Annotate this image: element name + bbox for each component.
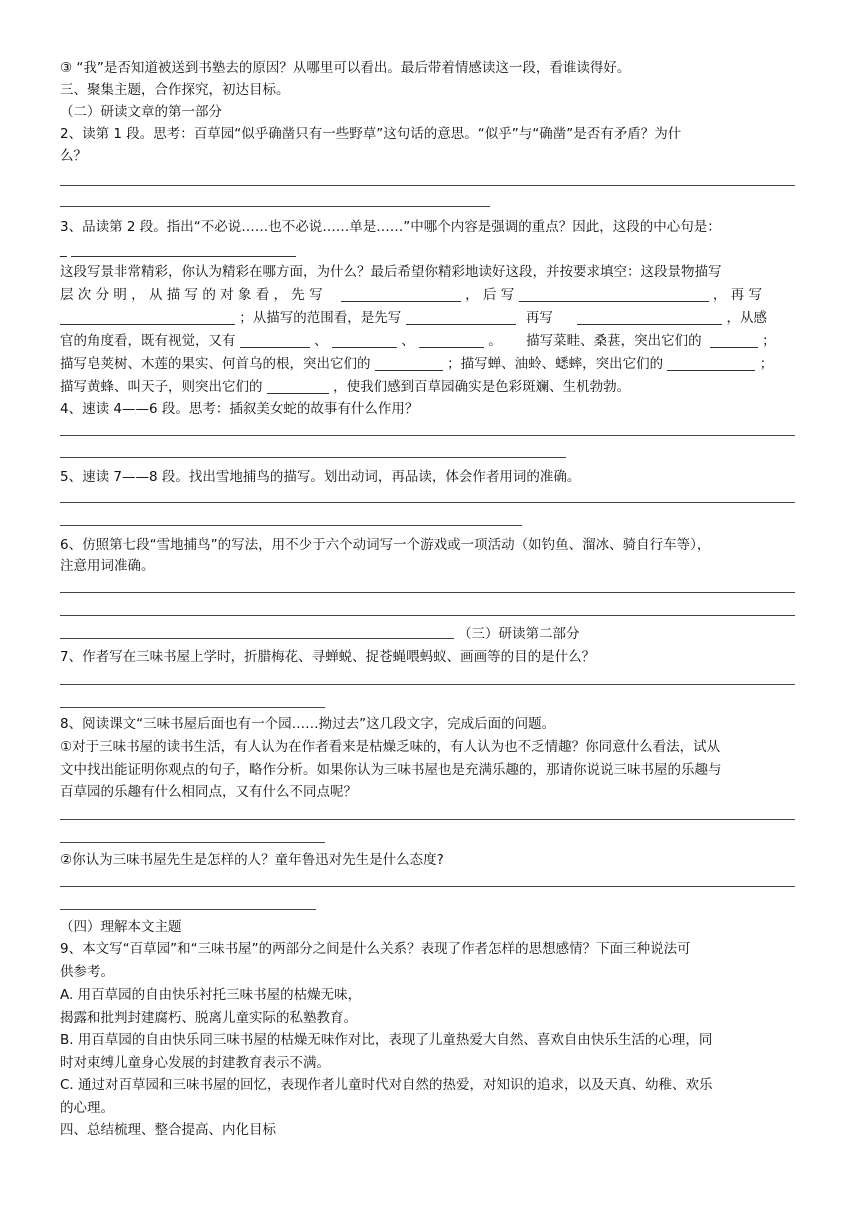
section-4-heading: 四、总结梳理、整合提高、内化目标 xyxy=(60,1122,276,1138)
section-3-heading: 三、聚集主题，合作探究，初达目标。 xyxy=(60,82,290,98)
question-4: 4、速读 4——6 段。思考：插叙美女蛇的故事有什么作用？ xyxy=(60,401,419,417)
answer-line[interactable] xyxy=(60,909,316,910)
question-3-line-8 xyxy=(60,377,630,397)
answer-line[interactable] xyxy=(60,206,490,207)
question-3-line-4 xyxy=(60,285,762,305)
text-segment: ； xyxy=(762,333,776,349)
option-c-line-2: 的心理。 xyxy=(60,1100,114,1116)
answer-line[interactable] xyxy=(60,707,325,708)
question-3-line-1: 3、品读第 2 段。指出“不必说……也不必说……单是……”中哪个内容是强调的重点？因此，这段的中心句是： xyxy=(60,219,721,235)
answer-line[interactable] xyxy=(60,525,522,526)
question-3-line-6 xyxy=(60,331,776,351)
answer-line[interactable] xyxy=(60,502,795,503)
text-segment: ； xyxy=(759,356,774,372)
answer-line[interactable] xyxy=(60,435,795,436)
answer-line[interactable] xyxy=(60,592,795,593)
text-segment: 再写 xyxy=(525,310,553,326)
text-segment: ，使我们感到百草园确实是色彩斑斓、生机勃勃。 xyxy=(333,379,631,395)
question-9-line-2: 供参考。 xyxy=(60,964,114,980)
text-segment: ， 后 写 xyxy=(465,287,515,303)
subsection-3-heading: （三）研读第二部分 xyxy=(458,626,580,642)
question-8-1-line-3: 百草园的乐趣有什么相同点，又有什么不同点呢？ xyxy=(60,784,357,800)
blank-fruits[interactable] xyxy=(375,356,443,371)
blank-insects[interactable] xyxy=(667,356,755,371)
text-segment: 层 次 分 明 ， 从 描 写 的 对 象 看 ， 先 写 xyxy=(60,287,323,303)
question-2-line-2: 么？ xyxy=(60,148,87,164)
question-8: 8、阅读课文“三味书屋后面也有一个园……拗过去”这几段文字，完成后面的问题。 xyxy=(60,716,556,732)
blank-then[interactable] xyxy=(519,287,709,302)
answer-line[interactable] xyxy=(60,886,795,887)
option-a-line-2: 揭露和批判封建腐朽、脱离儿童实际的私塾教育。 xyxy=(60,1010,357,1026)
question-8-1-line-2: 文中找出能证明你观点的句子，略作分析。如果你认为三味书屋也是充满乐趣的，那请你说说三味书屋的乐趣与 xyxy=(60,762,722,778)
answer-line[interactable] xyxy=(60,842,325,843)
text-segment: 。 xyxy=(488,333,502,349)
question-8-2: ②你认为三味书屋先生是怎样的人？童年鲁迅对先生是什么态度? xyxy=(60,852,444,868)
blank-sense-1[interactable] xyxy=(240,333,310,348)
blank-sense-3[interactable] xyxy=(419,333,484,348)
answer-line[interactable] xyxy=(60,684,795,685)
question-6-line-1: 6、仿照第七段“雪地捕鸟”的写法，用不少于六个动词写一个游戏或一项活动（如钓鱼、溜冰、骑自行车等）， xyxy=(60,537,711,553)
blank-range-first[interactable] xyxy=(406,310,516,325)
answer-line[interactable] xyxy=(60,185,795,186)
blank-vegetables[interactable] xyxy=(710,333,758,348)
blank-range-then[interactable] xyxy=(577,310,722,325)
text-segment: ， 再 写 xyxy=(712,287,762,303)
question-3-line-7 xyxy=(60,354,773,374)
question-3-line-3: 这段写景非常精彩，你认为精彩在哪方面，为什么？最后希望你精彩地读好这段，并按要求填空：这段景物描写 xyxy=(60,264,722,280)
text-segment: 官的角度看，既有视觉，又有 xyxy=(60,333,236,349)
blank-sense-2[interactable] xyxy=(332,333,397,348)
text-segment: 描写黄蜂、叫天子，则突出它们的 xyxy=(60,379,263,395)
blank-central-sentence[interactable] xyxy=(71,242,296,257)
option-a-line-1: A. 用百草园的自由快乐衬托三味书屋的枯燥无味， xyxy=(60,987,362,1003)
answer-line[interactable] xyxy=(60,819,795,820)
blank-prefix: _ xyxy=(60,242,67,258)
blank-first[interactable] xyxy=(341,287,461,302)
subsection-4-heading: （四）理解本文主题 xyxy=(60,919,182,935)
question-7: 7、作者写在三味书屋上学时，折腊梅花、寻蝉蜕、捉苍蝇喂蚂蚁、画画等的目的是什么？ xyxy=(60,649,596,665)
question-2-line-1: 2、读第 1 段。思考：百草园“似乎确凿只有一些野草”这句话的意思。“似乎”与“确凿”是否有矛盾？为什 xyxy=(60,126,682,142)
question-6-line-2: 注意用词准确。 xyxy=(60,558,155,574)
question-3-line-2 xyxy=(60,240,296,260)
question-8-1-line-1: ①对于三味书屋的读书生活，有人认为在作者看来是枯燥乏味的，有人认为也不乏情趣？你同意什么看法，试从 xyxy=(60,739,721,755)
option-c-line-1: C. 通过对百草园和三味书屋的回忆，表现作者儿童时代对自然的热爱，对知识的追求，以及天真、幼稚、欢乐 xyxy=(60,1077,713,1093)
option-b-line-2: 时对束缚儿童身心发展的封建教育表示不满。 xyxy=(60,1055,330,1071)
question-3-3: ③ “我”是否知道被送到书塾去的原因？从哪里可以看出。最后带着情感读这一段，看谁读得好。 xyxy=(60,60,631,76)
text-segment: 描写菜畦、桑葚，突出它们的 xyxy=(526,333,702,349)
text-segment: 、 xyxy=(401,333,415,349)
text-segment: ；描写蝉、油蛉、蟋蟀，突出它们的 xyxy=(447,356,664,372)
blank-again[interactable] xyxy=(60,310,235,325)
subsection-2-heading: （二）研读文章的第一部分 xyxy=(60,104,222,120)
question-5: 5、速读 7——8 段。找出雪地捕鸟的描写。划出动词，再品读，体会作者用词的准确。 xyxy=(60,469,581,485)
option-b-line-1: B. 用百草园的自由快乐同三味书屋的枯燥无味作对比，表现了儿童热爱大自然、喜欢自由快乐生活的心理，同 xyxy=(60,1032,713,1048)
text-segment: 描写皂荚树、木莲的果实、何首乌的根，突出它们的 xyxy=(60,356,371,372)
answer-line[interactable] xyxy=(60,638,454,639)
text-segment: ，从感 xyxy=(726,310,767,326)
blank-birds[interactable] xyxy=(267,379,329,394)
text-segment: ；从描写的范围看，是先写 xyxy=(239,310,402,326)
question-3-line-5 xyxy=(60,308,767,328)
answer-line[interactable] xyxy=(60,457,566,458)
answer-line[interactable] xyxy=(60,615,795,616)
question-9-line-1: 9、本文写“百草园”和“三味书屋”的两部分之间是什么关系？表现了作者怎样的思想感情？下面三种说法可 xyxy=(60,941,691,957)
text-segment: 、 xyxy=(314,333,328,349)
